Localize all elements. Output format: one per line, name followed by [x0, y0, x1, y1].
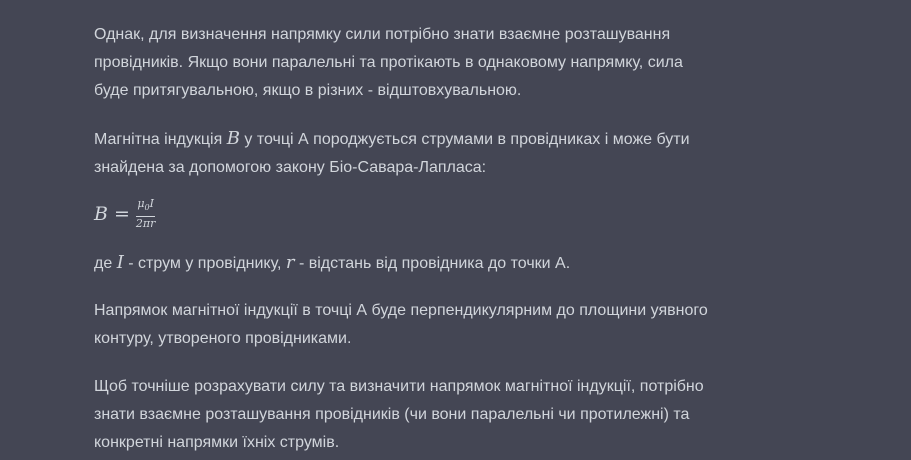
- p1-line2: провідників. Якщо вони паралельні та протікають в однаковому напрямку, сила: [94, 54, 683, 71]
- p4-line2: контуру, утвореного провідниками.: [94, 330, 352, 347]
- formula-denominator: 2πr: [135, 216, 156, 230]
- paragraph-conclusion: [94, 373, 704, 457]
- p2-line1-after: у точці А породжується струмами в провідниках і може бути: [244, 131, 690, 148]
- p3-part3: - відстань від провідника до точки А.: [298, 255, 571, 272]
- formula-fraction: [136, 198, 156, 229]
- p5-line3: конкретні напрямки їхніх струмів.: [94, 434, 340, 451]
- p5-line2: знати взаємне розташування провідників (чи вони паралельні чи протилежні) та: [94, 406, 690, 423]
- p3-part2: - струм у провіднику,: [128, 255, 282, 272]
- math-symbol-i: I: [116, 252, 124, 273]
- paragraph-induction-direction: [94, 297, 708, 353]
- paragraph-magnetic-induction: [94, 125, 690, 182]
- p4-line1: Напрямок магнітної індукції в точці А буде перпендикулярним до площини уявного: [94, 302, 708, 319]
- formula-current: I: [149, 197, 154, 211]
- p1-line3: буде притягувальною, якщо в різних - відштовхувальною.: [94, 82, 522, 99]
- formula-numerator: [136, 198, 155, 216]
- p1-line1: Однак, для визначення напрямку сили потрібно знати взаємне розташування: [94, 26, 671, 43]
- formula-row: [94, 196, 155, 232]
- math-symbol-b: B: [226, 128, 240, 149]
- formula-lhs: B: [94, 203, 108, 225]
- p3-part1: де: [94, 255, 113, 272]
- paragraph-direction-of-force: [94, 21, 683, 105]
- p5-line1: Щоб точніше розрахувати силу та визначити напрямок магнітної індукції, потрібно: [94, 378, 704, 395]
- paragraph-definitions: [94, 249, 570, 278]
- p2-line1-before: Магнітна індукція: [94, 131, 223, 148]
- p2-line2: знайдена за допомогою закону Біо-Савара-Лапласа:: [94, 159, 487, 176]
- formula-equals: =: [113, 203, 130, 225]
- math-symbol-r: r: [285, 252, 295, 273]
- formula-biot-savart: [94, 196, 155, 232]
- formula-mu-subscript: 0: [144, 203, 150, 213]
- formula-mu: μ: [137, 197, 145, 211]
